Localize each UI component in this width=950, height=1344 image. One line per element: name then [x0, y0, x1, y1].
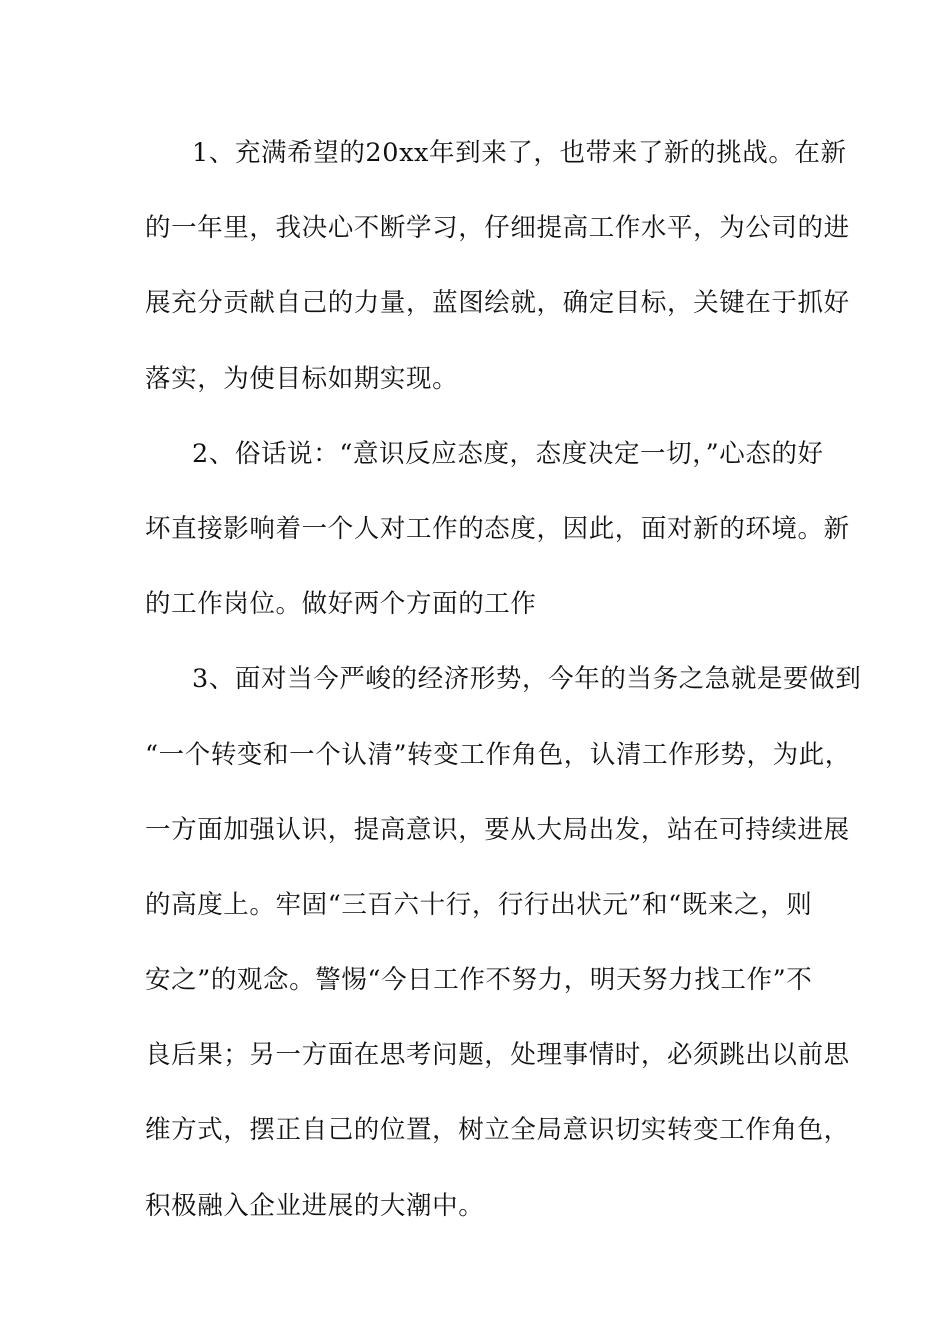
paragraph-3-line-7: 维方式，摆正自己的位置，树立全局意识切实转变工作角色， [145, 1115, 850, 1146]
paragraph-2-line-2: 坏直接影响着一个人对工作的态度，因此，面对新的环境。新 [145, 513, 850, 544]
paragraph-3-line-5: 安之”的观念。警惕“今日工作不努力，明天努力找工作”不 [145, 965, 813, 996]
paragraph-3-line-3: 一方面加强认识，提高意识，要从大局出发，站在可持续进展 [145, 814, 850, 845]
paragraph-1-line-4: 落实，为使目标如期实现。 [145, 363, 459, 394]
paragraph-2-line-1: 2、俗话说：“意识反应态度，态度决定一切，”心态的好 [192, 438, 824, 469]
document-body [145, 128, 862, 1256]
paragraph-1-line-1: 1、充满希望的20xx年到来了，也带来了新的挑战。在新 [192, 138, 847, 168]
paragraph-3-line-4: 的高度上。牢固“三百六十行，行行出状元”和“既来之，则 [145, 889, 813, 920]
paragraph-3-line-6: 良后果；另一方面在思考问题，处理事情时，必须跳出以前思 [145, 1040, 850, 1071]
paragraph-3-line-8: 积极融入企业进展的大潮中。 [145, 1190, 485, 1221]
paragraph-3-line-2: “一个转变和一个认清”转变工作角色，认清工作形势，为此， [145, 739, 851, 770]
paragraph-3-line-1: 3、面对当今严峻的经济形势，今年的当务之急就是要做到 [192, 664, 862, 695]
paragraph-1-line-3: 展充分贡献自己的力量，蓝图绘就，确定目标，关键在于抓好 [145, 288, 850, 319]
paragraph-1-line-2: 的一年里，我决心不断学习，仔细提高工作水平，为公司的进 [145, 213, 850, 244]
paragraph-2-line-3: 的工作岗位。做好两个方面的工作 [145, 589, 537, 620]
